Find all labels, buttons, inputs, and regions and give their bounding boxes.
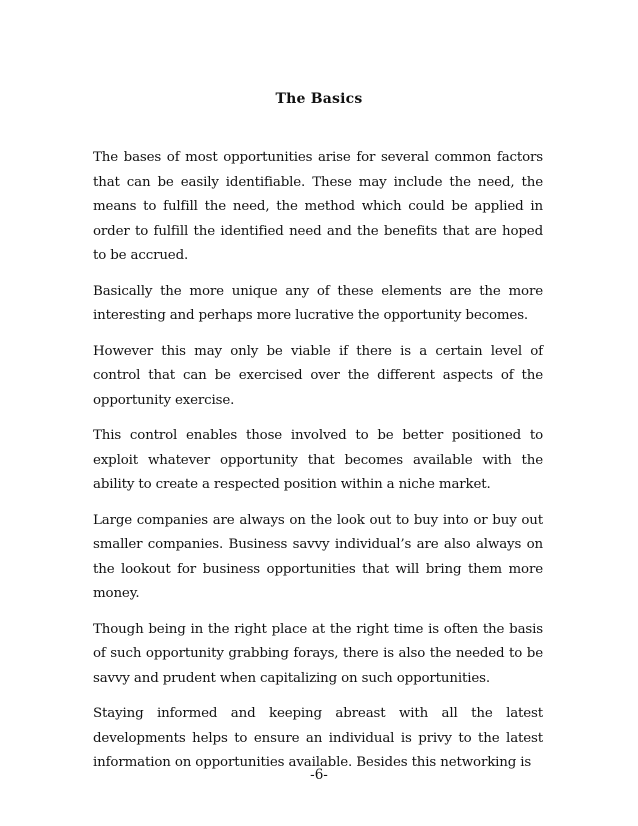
body-text — [93, 146, 543, 787]
paragraph-7: Staying informed and keeping abreast with all the latest developments helps to ensure an individual is privy to the latest information on opportunities available. Besides this networking is — [93, 706, 543, 770]
paragraph-6: Though being in the right place at the right time is often the basis of such opportunity grabbing forays, there is also the needed to be savvy and prudent when capitalizing on such opportunities. — [93, 621, 543, 686]
paragraph-3: However this may only be viable if there is a certain level of control that can be exercised over the different aspects of the opportunity exercise. — [93, 343, 543, 408]
page-title: The Basics — [275, 91, 363, 107]
paragraph-1: The bases of most opportunities arise for several common factors that can be easily identifiable. These may include the need, the means to fulfill the need, the method which could be applied in order to fulfill the identified need and the benefits that are hoped to be accrued. — [93, 150, 543, 263]
page-number: -6- — [310, 767, 328, 783]
paragraph-2: Basically the more unique any of these elements are the more interesting and perhaps more lucrative the opportunity becomes. — [93, 283, 543, 323]
paragraph-5: Large companies are always on the look out to buy into or buy out smaller companies. Business savvy individual’s are also always on the lookout for business opportunities that will bring them more money. — [93, 512, 543, 601]
paragraph-4: This control enables those involved to be better positioned to exploit whatever opportunity that becomes available with the ability to create a respected position within a niche market. — [93, 428, 543, 492]
